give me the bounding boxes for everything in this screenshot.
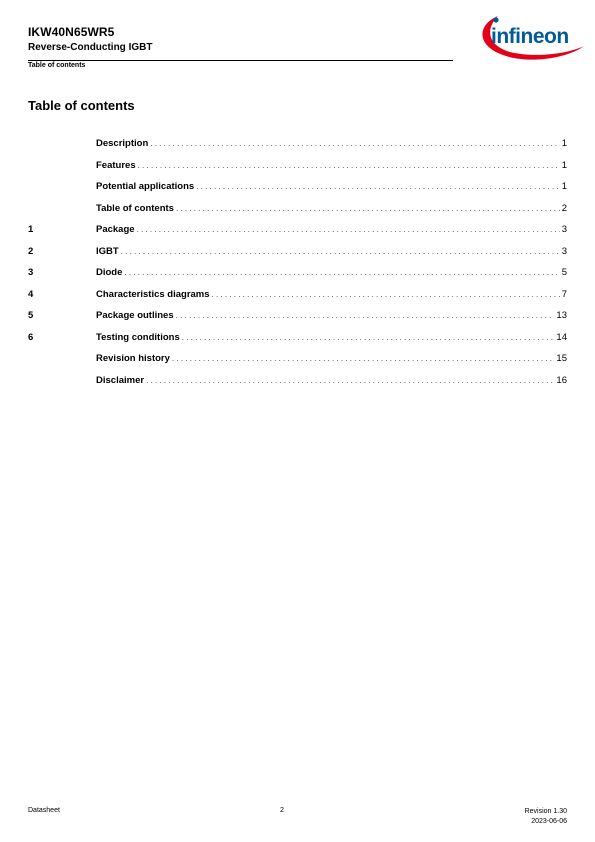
toc-title[interactable]: Potential applications xyxy=(96,181,195,192)
toc-row[interactable] xyxy=(28,372,567,394)
footer-date: 2023-06-06 xyxy=(531,818,567,825)
toc-leader-dots xyxy=(182,333,555,342)
footer-revision: Revision 1.30 xyxy=(524,808,567,815)
toc-leader-dots xyxy=(124,268,559,277)
toc-section-number: 2 xyxy=(28,245,34,257)
toc-entry[interactable] xyxy=(96,310,567,321)
toc-entry[interactable] xyxy=(96,332,567,343)
toc-leader-dots xyxy=(212,290,560,299)
toc-page-number: 14 xyxy=(556,331,567,343)
toc-leader-dots xyxy=(146,376,554,385)
header-divider xyxy=(28,60,453,61)
toc-entry[interactable] xyxy=(96,353,567,364)
toc-section-number: 5 xyxy=(28,310,34,321)
toc-page-number: 3 xyxy=(561,245,567,257)
toc-row[interactable] xyxy=(28,135,567,157)
toc-entry[interactable] xyxy=(96,267,567,278)
toc-row[interactable] xyxy=(28,329,567,351)
toc-leader-dots xyxy=(172,354,555,363)
toc-entry[interactable] xyxy=(96,138,567,149)
toc-page-number: 1 xyxy=(561,138,567,149)
toc-section-number: 3 xyxy=(28,267,34,278)
toc-entry[interactable] xyxy=(96,160,567,171)
toc-row[interactable] xyxy=(28,243,567,265)
page-title: Table of contents xyxy=(28,98,135,113)
toc-page-number: 5 xyxy=(561,267,567,278)
toc-page-number: 1 xyxy=(561,181,567,192)
infineon-logo xyxy=(476,10,588,62)
toc-title[interactable]: Diode xyxy=(96,267,123,278)
toc-title[interactable]: Disclaimer xyxy=(96,374,145,386)
toc-row[interactable] xyxy=(28,307,567,329)
table-of-contents xyxy=(28,135,567,393)
toc-leader-dots xyxy=(176,311,555,320)
toc-title[interactable]: Features xyxy=(96,159,136,171)
logo-wordmark: infineon xyxy=(491,25,569,48)
toc-title[interactable]: Package outlines xyxy=(96,310,174,321)
toc-page-number: 13 xyxy=(556,310,567,321)
toc-leader-dots xyxy=(196,182,560,191)
toc-row[interactable] xyxy=(28,350,567,372)
toc-row[interactable] xyxy=(28,178,567,200)
toc-title[interactable]: Package xyxy=(96,224,135,235)
toc-leader-dots xyxy=(137,225,560,234)
footer-doc-type: Datasheet xyxy=(28,807,60,814)
toc-leader-dots xyxy=(138,161,560,170)
toc-page-number: 15 xyxy=(556,353,567,364)
toc-page-number: 7 xyxy=(561,288,567,300)
toc-entry[interactable] xyxy=(96,203,567,214)
toc-leader-dots xyxy=(176,204,560,213)
toc-section-number: 1 xyxy=(28,224,34,235)
logo-dot xyxy=(493,17,498,22)
section-label: Table of contents xyxy=(28,62,86,69)
toc-entry[interactable] xyxy=(96,246,567,257)
toc-row[interactable] xyxy=(28,286,567,308)
toc-page-number: 2 xyxy=(561,202,567,214)
toc-page-number: 3 xyxy=(561,224,567,235)
toc-section-number: 4 xyxy=(28,288,34,300)
document-subtitle: Reverse-Conducting IGBT xyxy=(28,42,153,53)
toc-leader-dots xyxy=(150,139,559,148)
toc-entry[interactable] xyxy=(96,181,567,192)
footer-revision-block xyxy=(525,807,567,827)
toc-entry[interactable] xyxy=(96,289,567,300)
toc-row[interactable] xyxy=(28,264,567,286)
toc-row[interactable] xyxy=(28,200,567,222)
footer-page-number: 2 xyxy=(280,807,284,814)
toc-title[interactable]: IGBT xyxy=(96,245,119,257)
toc-entry[interactable] xyxy=(96,375,567,386)
part-number: IKW40N65WR5 xyxy=(28,25,115,39)
toc-row[interactable] xyxy=(28,157,567,179)
toc-page-number: 16 xyxy=(556,374,567,386)
toc-leader-dots xyxy=(121,247,560,256)
toc-title[interactable]: Table of contents xyxy=(96,202,174,214)
toc-title[interactable]: Testing conditions xyxy=(96,331,180,343)
toc-row[interactable] xyxy=(28,221,567,243)
toc-section-number: 6 xyxy=(28,331,34,343)
toc-entry[interactable] xyxy=(96,224,567,235)
toc-page-number: 1 xyxy=(561,159,567,171)
toc-title[interactable]: Revision history xyxy=(96,353,170,364)
toc-title[interactable]: Description xyxy=(96,138,149,149)
toc-title[interactable]: Characteristics diagrams xyxy=(96,288,210,300)
